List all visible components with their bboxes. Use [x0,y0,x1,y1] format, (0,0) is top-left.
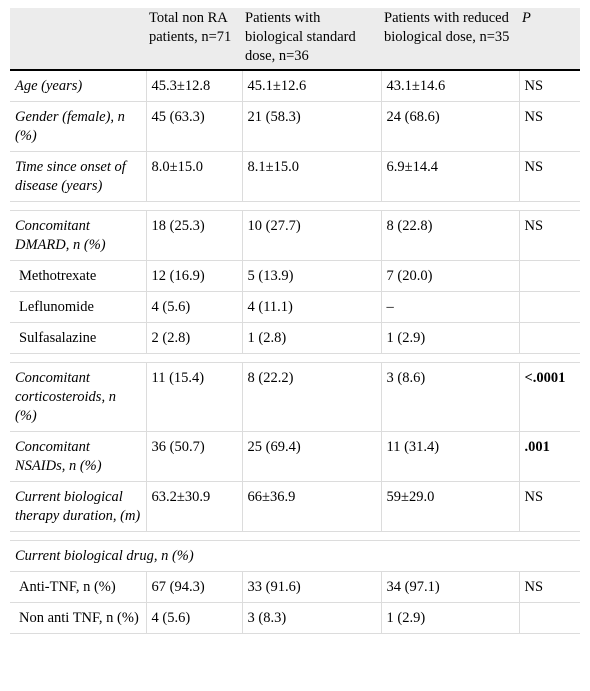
cell-p: NS [519,572,580,603]
cell-reduced: 11 (31.4) [381,432,519,482]
cell-reduced: 34 (97.1) [381,572,519,603]
cell-reduced: 59±29.0 [381,482,519,532]
cell-standard: 8 (22.2) [242,363,381,432]
spacer-cell [10,202,580,211]
spacer-cell [10,532,580,541]
table-section-current-drug [10,541,580,572]
table-spacer [10,532,580,541]
cell-standard: 21 (58.3) [242,102,381,152]
cell-p [519,261,580,292]
cell-total: 12 (16.9) [146,261,242,292]
row-label: Methotrexate [10,261,146,292]
cell-p [519,323,580,354]
cell-standard: 66±36.9 [242,482,381,532]
row-label: Leflunomide [10,292,146,323]
cell-p: NS [519,211,580,261]
cell-reduced: 43.1±14.6 [381,70,519,102]
cell-p [519,603,580,634]
row-label: Non anti TNF, n (%) [10,603,146,634]
cell-total: 8.0±15.0 [146,152,242,202]
section-label: Current biological drug, n (%) [10,541,580,572]
table-spacer [10,202,580,211]
cell-p: NS [519,152,580,202]
header-reduced-dose: Patients with reduced biological dose, n=35 [381,8,519,70]
cell-standard: 3 (8.3) [242,603,381,634]
cell-reduced: 6.9±14.4 [381,152,519,202]
cell-total: 67 (94.3) [146,572,242,603]
cell-reduced: 24 (68.6) [381,102,519,152]
cell-p: NS [519,102,580,152]
row-label: Gender (female), n (%) [10,102,146,152]
row-label: Concomitant NSAIDs, n (%) [10,432,146,482]
cell-reduced: 7 (20.0) [381,261,519,292]
cell-standard: 1 (2.8) [242,323,381,354]
table-row-time-since-onset [10,152,580,202]
cell-p [519,292,580,323]
table-row-therapy-duration [10,482,580,532]
table-header [10,8,580,70]
cell-reduced: – [381,292,519,323]
table-row-methotrexate [10,261,580,292]
row-label: Current biological therapy duration, (m) [10,482,146,532]
cell-total: 63.2±30.9 [146,482,242,532]
row-label: Concomitant DMARD, n (%) [10,211,146,261]
row-label: Anti-TNF, n (%) [10,572,146,603]
row-label: Time since onset of disease (years) [10,152,146,202]
cell-reduced: 1 (2.9) [381,603,519,634]
row-label: Sulfasalazine [10,323,146,354]
table-spacer [10,354,580,363]
row-label: Age (years) [10,70,146,102]
cell-total: 11 (15.4) [146,363,242,432]
cell-reduced: 3 (8.6) [381,363,519,432]
header-p-value: P [519,8,580,70]
spacer-cell [10,354,580,363]
table-row-leflunomide [10,292,580,323]
cell-standard: 25 (69.4) [242,432,381,482]
header-standard-dose: Patients with biological standard dose, n=36 [242,8,381,70]
cell-p: NS [519,70,580,102]
table-row-concomitant-dmard [10,211,580,261]
header-total: Total non RA patients, n=71 [146,8,242,70]
table-row-gender [10,102,580,152]
cell-standard: 5 (13.9) [242,261,381,292]
cell-total: 18 (25.3) [146,211,242,261]
header-blank [10,8,146,70]
cell-standard: 8.1±15.0 [242,152,381,202]
row-label: Concomitant corticosteroids, n (%) [10,363,146,432]
cell-standard: 45.1±12.6 [242,70,381,102]
cell-p: .001 [519,432,580,482]
demographics-table [10,8,580,634]
cell-standard: 10 (27.7) [242,211,381,261]
table-row-sulfasalazine [10,323,580,354]
table-row-corticosteroids [10,363,580,432]
table-row-nsaids [10,432,580,482]
table-row-non-anti-tnf [10,603,580,634]
cell-p: NS [519,482,580,532]
cell-p: <.0001 [519,363,580,432]
cell-total: 45 (63.3) [146,102,242,152]
cell-standard: 33 (91.6) [242,572,381,603]
cell-reduced: 8 (22.8) [381,211,519,261]
cell-total: 4 (5.6) [146,603,242,634]
cell-standard: 4 (11.1) [242,292,381,323]
table-row-age [10,70,580,102]
cell-total: 4 (5.6) [146,292,242,323]
cell-total: 36 (50.7) [146,432,242,482]
cell-total: 2 (2.8) [146,323,242,354]
cell-total: 45.3±12.8 [146,70,242,102]
table-row-anti-tnf [10,572,580,603]
cell-reduced: 1 (2.9) [381,323,519,354]
